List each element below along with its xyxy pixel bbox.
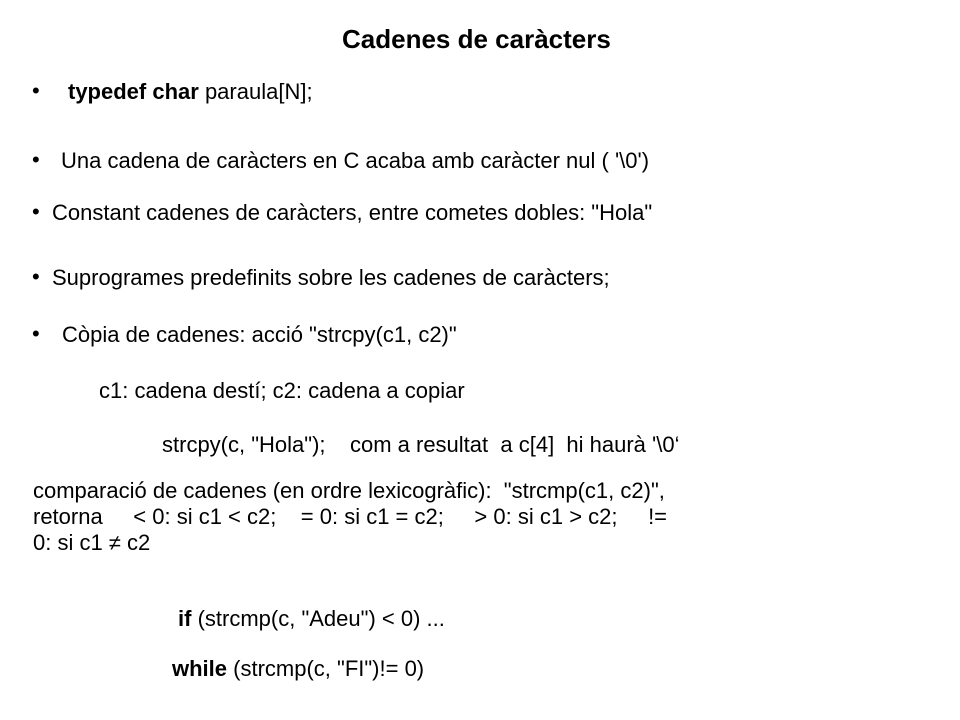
page-title: Cadenes de caràcters [342, 24, 611, 54]
if-condition: (strcmp(c, "Adeu") < 0) ... [191, 606, 445, 631]
typedef-declaration: paraula[N]; [198, 79, 313, 104]
strcmp-line-1: comparació de cadenes (en ordre lexicogràfic): "strcmp(c1, c2)", [33, 478, 665, 503]
string-constant-line: Constant cadenes de caràcters, entre cometes dobles: "Hola" [52, 200, 653, 225]
strcpy-example-line: strcpy(c, "Hola"); com a resultat a c[4] hi haurà '\0‘ [162, 432, 680, 457]
strcmp-paragraph [33, 478, 913, 556]
bullet-marker: • [32, 147, 40, 172]
if-example-line [178, 606, 445, 632]
strcpy-params-line: c1: cadena destí; c2: cadena a copiar [99, 378, 465, 403]
null-terminator-line: Una cadena de caràcters en C acaba amb caràcter nul ( '\0') [61, 148, 650, 173]
bullet-marker: • [32, 78, 40, 103]
while-example-line [172, 656, 424, 682]
strcmp-line-2: retorna < 0: si c1 < c2; = 0: si c1 = c2; > 0: si c1 > c2; != [33, 504, 668, 529]
bullet-marker: • [32, 321, 40, 346]
strcmp-line-3: 0: si c1 ≠ c2 [33, 530, 151, 555]
if-keyword: if [178, 606, 192, 631]
strcpy-line: Còpia de cadenes: acció "strcpy(c1, c2)" [62, 322, 457, 347]
subprograms-line: Suprogrames predefinits sobre les cadenes de caràcters; [52, 265, 610, 290]
typedef-keyword: typedef char [68, 79, 199, 104]
while-keyword: while [172, 656, 228, 681]
bullet-marker: • [32, 264, 40, 289]
typedef-line [68, 79, 313, 105]
bullet-marker: • [32, 199, 40, 224]
while-condition: (strcmp(c, "FI")!= 0) [227, 656, 425, 681]
